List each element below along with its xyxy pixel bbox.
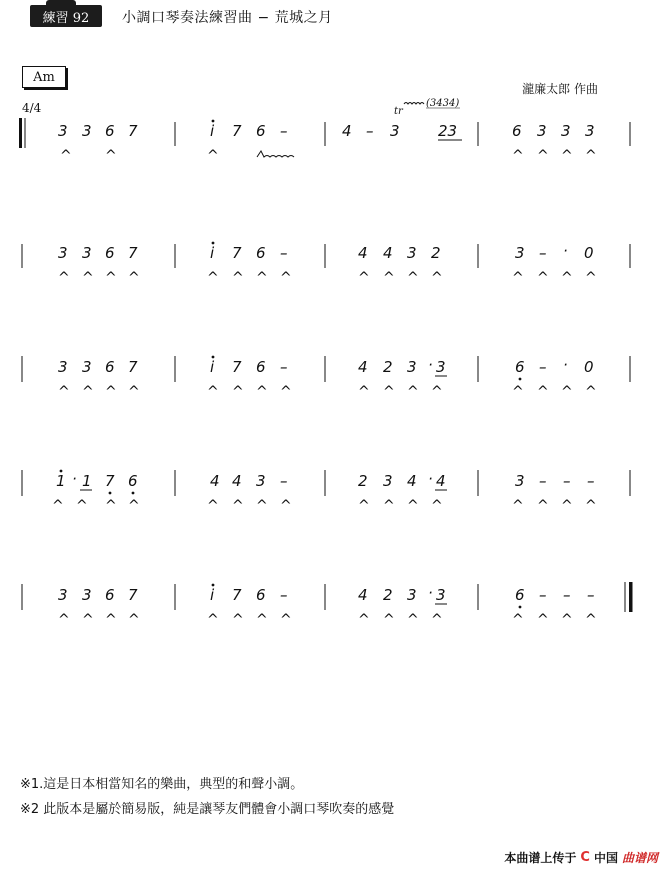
footnote-1: ※1.這是日本相當知名的樂曲，典型的和聲小調。	[20, 777, 304, 792]
score-line-5	[22, 582, 633, 628]
svg-text:^: ^	[383, 270, 395, 286]
svg-text:^: ^	[383, 384, 395, 400]
trill-pattern: (3434)	[426, 98, 460, 109]
svg-text:6: 6	[105, 122, 115, 140]
svg-text:^: ^	[280, 270, 292, 286]
svg-text:^: ^	[207, 612, 219, 628]
svg-text:7: 7	[232, 122, 242, 140]
svg-text:^: ^	[58, 384, 70, 400]
svg-text:4: 4	[358, 358, 368, 376]
footnote-2: ※2 此版本是屬於簡易版，純是讓琴友們體會小調口琴吹奏的感覺	[20, 802, 395, 817]
svg-text:^: ^	[537, 498, 549, 514]
svg-text:^: ^	[512, 384, 524, 400]
score-line-4	[22, 470, 630, 514]
svg-text:1: 1	[82, 472, 92, 490]
svg-text:^: ^	[561, 384, 573, 400]
svg-text:3: 3	[436, 586, 446, 604]
svg-text:^: ^	[407, 612, 419, 628]
svg-text:^: ^	[512, 148, 524, 164]
svg-text:–: –	[539, 586, 547, 604]
svg-text:3: 3	[390, 122, 400, 140]
svg-text:–: –	[280, 358, 288, 376]
measure-2-notes: i	[210, 122, 215, 140]
svg-text:4: 4	[383, 244, 393, 262]
svg-text:–: –	[539, 244, 547, 262]
svg-text:^: ^	[383, 498, 395, 514]
svg-text:^: ^	[82, 270, 94, 286]
svg-text:3: 3	[407, 244, 417, 262]
svg-text:^: ^	[537, 612, 549, 628]
svg-text:^: ^	[407, 498, 419, 514]
svg-text:7: 7	[128, 358, 138, 376]
svg-text:^: ^	[358, 498, 370, 514]
svg-text:^: ^	[585, 498, 597, 514]
svg-text:·: ·	[72, 470, 77, 488]
svg-text:^: ^	[58, 612, 70, 628]
svg-text:3: 3	[58, 244, 68, 262]
svg-text:^: ^	[585, 612, 597, 628]
key-label: Am	[22, 66, 66, 88]
svg-text:^: ^	[207, 148, 219, 164]
svg-text:^: ^	[512, 270, 524, 286]
score-line-3	[22, 356, 630, 400]
svg-text:3: 3	[515, 472, 525, 490]
svg-text:6: 6	[105, 586, 115, 604]
svg-text:^: ^	[512, 612, 524, 628]
score-line-2	[22, 242, 630, 286]
time-signature: 4/4	[22, 101, 42, 115]
svg-text:7: 7	[128, 244, 138, 262]
svg-text:3: 3	[407, 358, 417, 376]
svg-text:7: 7	[105, 472, 115, 490]
svg-text:6: 6	[105, 358, 115, 376]
svg-text:0: 0	[584, 244, 594, 262]
svg-text:^: ^	[82, 384, 94, 400]
svg-text:6: 6	[515, 358, 525, 376]
svg-text:3: 3	[82, 358, 92, 376]
svg-text:^: ^	[431, 612, 443, 628]
svg-text:i: i	[210, 358, 215, 376]
svg-text:2: 2	[383, 358, 393, 376]
svg-text:^: ^	[358, 270, 370, 286]
svg-text:3: 3	[537, 122, 547, 140]
svg-text:2: 2	[431, 244, 441, 262]
svg-text:3: 3	[82, 122, 92, 140]
svg-text:7: 7	[232, 586, 242, 604]
upload-text: 本曲谱上传于	[504, 851, 577, 865]
svg-text:–: –	[539, 472, 547, 490]
svg-text:4: 4	[232, 472, 242, 490]
svg-text:^: ^	[561, 148, 573, 164]
svg-text:^: ^	[128, 384, 140, 400]
svg-text:^: ^	[280, 612, 292, 628]
svg-text:^: ^	[561, 612, 573, 628]
svg-text:2: 2	[358, 472, 368, 490]
svg-text:6: 6	[256, 586, 266, 604]
trill-wavy-line	[257, 151, 294, 157]
svg-text:^: ^	[105, 498, 117, 514]
svg-text:^: ^	[358, 612, 370, 628]
site-logo-icon: C	[580, 850, 590, 865]
svg-text:6: 6	[105, 244, 115, 262]
svg-text:^: ^	[105, 148, 117, 164]
svg-text:4: 4	[358, 586, 368, 604]
svg-text:3: 3	[515, 244, 525, 262]
svg-text:–: –	[280, 472, 288, 490]
svg-text:^: ^	[105, 270, 117, 286]
svg-text:·: ·	[563, 356, 568, 374]
articulation: ^	[60, 148, 72, 164]
measure-4-notes: 6	[512, 122, 522, 140]
svg-text:·: ·	[428, 470, 433, 488]
svg-text:^: ^	[128, 270, 140, 286]
svg-text:6: 6	[256, 244, 266, 262]
svg-text:6: 6	[128, 472, 138, 490]
svg-text:7: 7	[232, 244, 242, 262]
svg-text:–: –	[563, 472, 571, 490]
svg-text:7: 7	[232, 358, 242, 376]
svg-text:^: ^	[232, 384, 244, 400]
end-thick-bar	[629, 582, 633, 612]
page-title: 小調口琴奏法練習曲 − 荒城之月	[122, 10, 333, 26]
svg-text:7: 7	[128, 122, 138, 140]
svg-text:7: 7	[128, 586, 138, 604]
svg-text:^: ^	[232, 270, 244, 286]
measure-3-notes: 4	[342, 122, 352, 140]
measure-1-notes: 3	[58, 122, 68, 140]
svg-text:^: ^	[280, 498, 292, 514]
svg-text:4: 4	[358, 244, 368, 262]
svg-text:3: 3	[383, 472, 393, 490]
svg-text:^: ^	[431, 384, 443, 400]
site-name[interactable]: 中国	[593, 851, 618, 865]
svg-text:·: ·	[428, 356, 433, 374]
trill-symbol: tr	[394, 106, 403, 117]
svg-text:–: –	[280, 122, 288, 140]
svg-text:^: ^	[537, 148, 549, 164]
svg-text:^: ^	[407, 384, 419, 400]
svg-text:3: 3	[58, 586, 68, 604]
svg-text:^: ^	[585, 148, 597, 164]
svg-text:^: ^	[207, 498, 219, 514]
svg-text:^: ^	[256, 270, 268, 286]
svg-text:6: 6	[515, 586, 525, 604]
svg-text:–: –	[366, 122, 374, 140]
svg-text:4: 4	[436, 472, 446, 490]
svg-text:6: 6	[256, 358, 266, 376]
svg-text:^: ^	[537, 270, 549, 286]
svg-text:^: ^	[128, 498, 140, 514]
svg-text:^: ^	[105, 384, 117, 400]
exercise-badge: 練習 92	[30, 5, 102, 27]
svg-text:^: ^	[82, 612, 94, 628]
svg-text:–: –	[587, 472, 595, 490]
svg-text:^: ^	[256, 612, 268, 628]
svg-text:1: 1	[56, 472, 66, 490]
svg-text:3: 3	[436, 358, 446, 376]
svg-text:3: 3	[561, 122, 571, 140]
svg-text:i: i	[210, 586, 215, 604]
composer-credit: 瀧廉太郎 作曲	[522, 82, 598, 96]
svg-text:^: ^	[537, 384, 549, 400]
svg-text:^: ^	[128, 612, 140, 628]
svg-text:^: ^	[256, 498, 268, 514]
svg-text:–: –	[587, 586, 595, 604]
thick-start-bar	[19, 118, 22, 148]
site-footer	[504, 849, 658, 866]
svg-text:3: 3	[256, 472, 266, 490]
svg-text:^: ^	[431, 270, 443, 286]
svg-text:i: i	[210, 244, 215, 262]
svg-text:23: 23	[438, 122, 458, 140]
svg-text:2: 2	[383, 586, 393, 604]
site-name-accent[interactable]: 曲谱网	[621, 851, 658, 865]
svg-text:^: ^	[256, 384, 268, 400]
svg-text:^: ^	[585, 270, 597, 286]
svg-text:^: ^	[383, 612, 395, 628]
svg-text:·: ·	[563, 242, 568, 260]
svg-text:4: 4	[407, 472, 417, 490]
svg-text:–: –	[280, 586, 288, 604]
svg-text:3: 3	[82, 586, 92, 604]
svg-text:^: ^	[207, 384, 219, 400]
svg-text:^: ^	[52, 498, 64, 514]
svg-text:0: 0	[584, 358, 594, 376]
svg-text:^: ^	[407, 270, 419, 286]
svg-text:6: 6	[256, 122, 266, 140]
svg-text:^: ^	[585, 384, 597, 400]
svg-text:·: ·	[428, 584, 433, 602]
svg-text:^: ^	[561, 498, 573, 514]
svg-text:3: 3	[58, 358, 68, 376]
svg-text:^: ^	[358, 384, 370, 400]
svg-text:^: ^	[512, 498, 524, 514]
svg-text:3: 3	[585, 122, 595, 140]
svg-text:^: ^	[207, 270, 219, 286]
svg-text:–: –	[280, 244, 288, 262]
svg-text:^: ^	[232, 612, 244, 628]
svg-text:3: 3	[407, 586, 417, 604]
svg-text:–: –	[539, 358, 547, 376]
svg-text:–: –	[563, 586, 571, 604]
score-line-1	[19, 98, 630, 164]
svg-text:3: 3	[82, 244, 92, 262]
svg-text:^: ^	[58, 270, 70, 286]
svg-text:^: ^	[280, 384, 292, 400]
svg-text:^: ^	[76, 498, 88, 514]
svg-text:^: ^	[105, 612, 117, 628]
svg-text:^: ^	[232, 498, 244, 514]
svg-text:^: ^	[561, 270, 573, 286]
svg-text:^: ^	[431, 498, 443, 514]
svg-text:4: 4	[210, 472, 220, 490]
